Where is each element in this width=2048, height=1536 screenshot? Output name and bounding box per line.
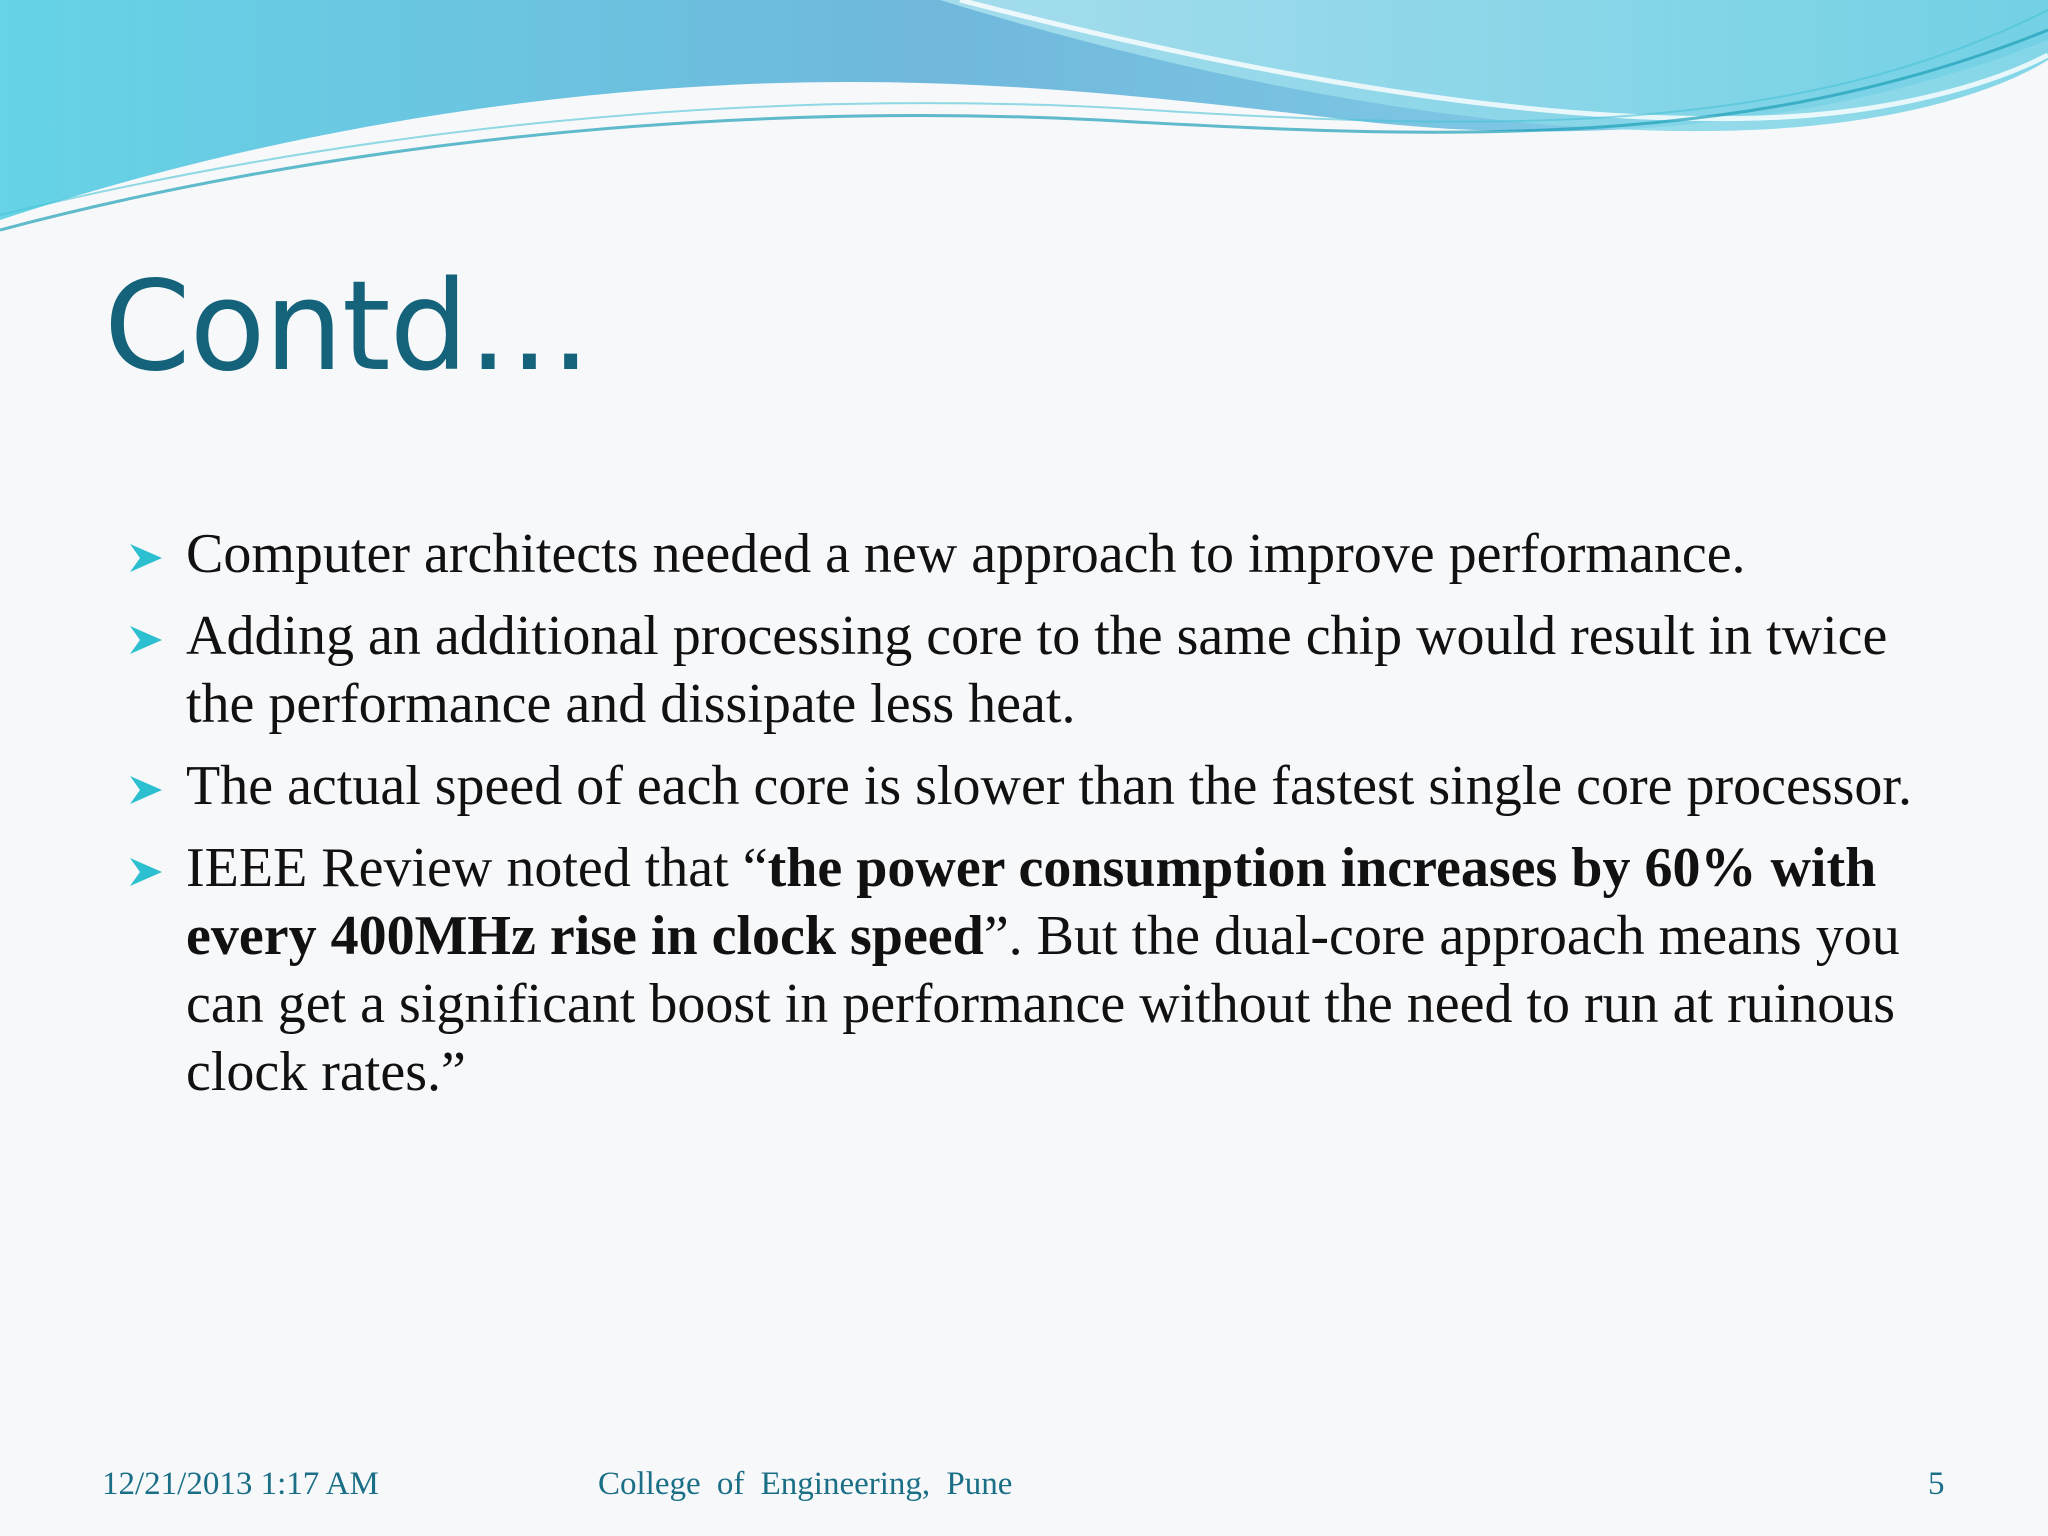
- bullet-text-bold-quote: the power consumption increases by 60% with every 400MHz rise in clock speed: [186, 837, 1877, 967]
- bullet-text: The actual speed of each core is slower than the fastest single core processor.: [186, 755, 1912, 817]
- bullet-item: [128, 520, 1948, 588]
- footer-date: 12/21/2013 1:17 AM: [102, 1466, 379, 1502]
- slide-title: Contd…: [104, 255, 591, 399]
- bullet-text: Adding an additional processing core to the same chip would result in twice the performance and dissipate less heat.: [186, 605, 1888, 735]
- bullet-item: [128, 602, 1948, 738]
- footer-page-number: 5: [1928, 1466, 1945, 1502]
- footer-organization: College of Engineering, Pune: [598, 1466, 1013, 1502]
- bullet-text: Computer architects needed a new approach to improve performance.: [186, 523, 1746, 585]
- arrow-bullet-icon: [128, 774, 164, 806]
- bullet-list: [128, 520, 1948, 1120]
- arrow-bullet-icon: [128, 624, 164, 656]
- bullet-text-pre: IEEE Review noted that “: [186, 837, 768, 899]
- bullet-item: [128, 834, 1948, 1106]
- bullet-item: [128, 752, 1948, 820]
- arrow-bullet-icon: [128, 856, 164, 888]
- arrow-bullet-icon: [128, 542, 164, 574]
- header-wave-decoration: [0, 0, 2048, 240]
- bullet-text-post: ”. But the dual-core approach means you can get a significant boost in performance without the need to run at ruinous clock rates.”: [186, 905, 1900, 1103]
